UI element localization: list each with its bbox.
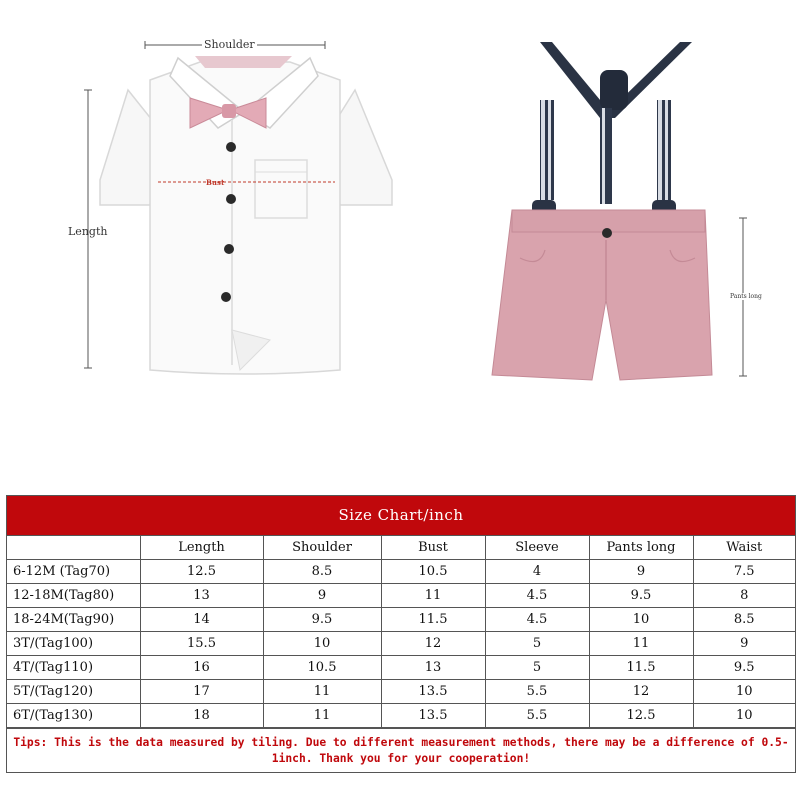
- table-row: [7, 704, 795, 728]
- pants-long-cell: 9.5: [589, 584, 693, 608]
- bust-cell: 12: [381, 632, 485, 656]
- pants-long-cell: 11.5: [589, 656, 693, 680]
- bust-cell: 13.5: [381, 680, 485, 704]
- table-header-row: [7, 536, 795, 560]
- pants-long-cell: 9: [589, 560, 693, 584]
- bust-cell: 13.5: [381, 704, 485, 728]
- sleeve-cell: 5.5: [485, 680, 589, 704]
- length-cell: 12.5: [140, 560, 263, 584]
- shoulder-cell: 9: [263, 584, 381, 608]
- length-cell: 13: [140, 584, 263, 608]
- length-cell: 14: [140, 608, 263, 632]
- size-table: [7, 536, 795, 728]
- sleeve-cell: 5: [485, 632, 589, 656]
- size-cell: 5T/(Tag120): [7, 680, 140, 704]
- waist-cell: 8.5: [693, 608, 795, 632]
- bust-cell: 11.5: [381, 608, 485, 632]
- table-row: [7, 560, 795, 584]
- length-cell: 18: [140, 704, 263, 728]
- waist-cell: 8: [693, 584, 795, 608]
- white-shirt-image: [100, 56, 392, 374]
- shoulder-cell: 11: [263, 704, 381, 728]
- size-chart: [6, 495, 796, 773]
- size-cell: 6T/(Tag130): [7, 704, 140, 728]
- column-header: Bust: [381, 536, 485, 560]
- column-header: Sleeve: [485, 536, 589, 560]
- shoulder-cell: 11: [263, 680, 381, 704]
- shoulder-cell: 10: [263, 632, 381, 656]
- bust-cell: 13: [381, 656, 485, 680]
- pants-long-cell: 10: [589, 608, 693, 632]
- pants-long-cell: 11: [589, 632, 693, 656]
- table-row: [7, 584, 795, 608]
- size-cell: 18-24M(Tag90): [7, 608, 140, 632]
- table-row: [7, 632, 795, 656]
- column-header: Length: [140, 536, 263, 560]
- sleeve-cell: 4.5: [485, 584, 589, 608]
- column-header: Waist: [693, 536, 795, 560]
- waist-cell: 10: [693, 704, 795, 728]
- shoulder-cell: 9.5: [263, 608, 381, 632]
- sleeve-cell: 4.5: [485, 608, 589, 632]
- bust-label: Bust: [206, 178, 225, 187]
- column-header: Pants long: [589, 536, 693, 560]
- bust-cell: 10.5: [381, 560, 485, 584]
- table-row: [7, 656, 795, 680]
- length-cell: 15.5: [140, 632, 263, 656]
- pants-long-label: Pants long: [730, 293, 762, 300]
- size-cell: 6-12M (Tag70): [7, 560, 140, 584]
- column-header: Shoulder: [263, 536, 381, 560]
- waist-cell: 9.5: [693, 656, 795, 680]
- sleeve-cell: 5.5: [485, 704, 589, 728]
- waist-cell: 7.5: [693, 560, 795, 584]
- length-label: Length: [68, 225, 108, 238]
- sleeve-cell: 4: [485, 560, 589, 584]
- length-cell: 16: [140, 656, 263, 680]
- pants-long-cell: 12: [589, 680, 693, 704]
- table-row: [7, 680, 795, 704]
- waist-cell: 9: [693, 632, 795, 656]
- sleeve-cell: 5: [485, 656, 589, 680]
- size-cell: 3T/(Tag100): [7, 632, 140, 656]
- size-chart-title: Size Chart/inch: [7, 496, 795, 536]
- measurement-tips: Tips: This is the data measured by tiling. Due to different measurement methods, there may be a difference of 0.5-1inch. Thank you for your cooperation!: [7, 728, 795, 772]
- shoulder-cell: 10.5: [263, 656, 381, 680]
- table-row: [7, 608, 795, 632]
- pants-long-cell: 12.5: [589, 704, 693, 728]
- size-cell: 4T/(Tag110): [7, 656, 140, 680]
- bust-cell: 11: [381, 584, 485, 608]
- waist-cell: 10: [693, 680, 795, 704]
- column-header: [7, 536, 140, 560]
- shoulder-label: Shoulder: [204, 38, 255, 51]
- shoulder-cell: 8.5: [263, 560, 381, 584]
- length-cell: 17: [140, 680, 263, 704]
- suspender-shorts-image: [492, 42, 712, 380]
- size-cell: 12-18M(Tag80): [7, 584, 140, 608]
